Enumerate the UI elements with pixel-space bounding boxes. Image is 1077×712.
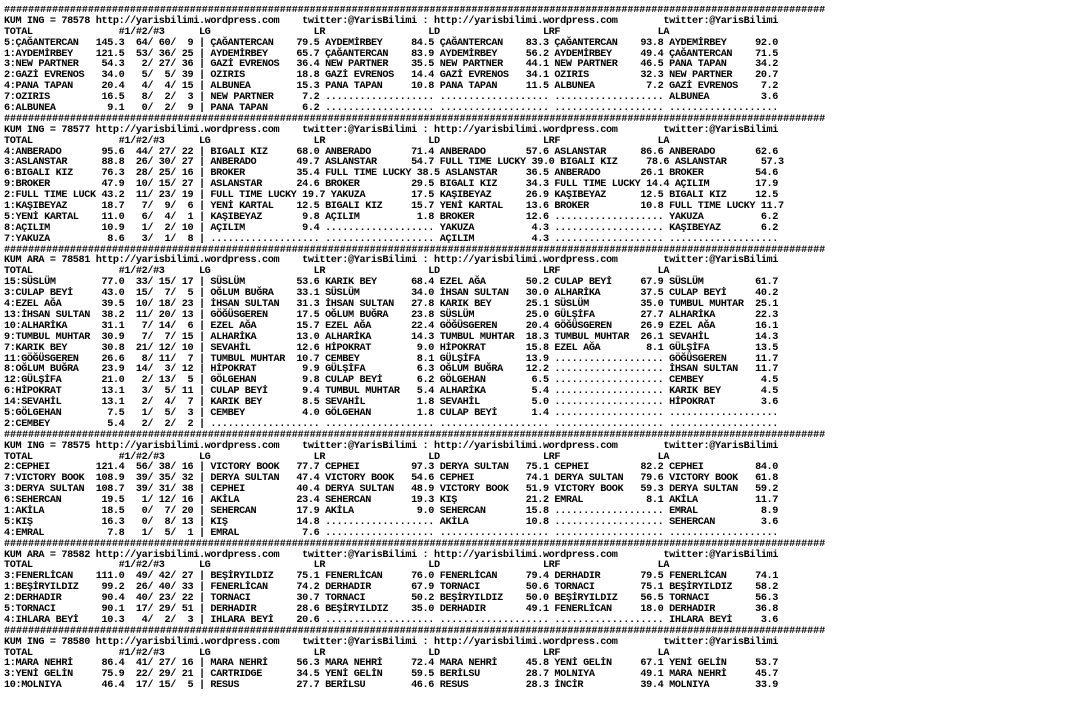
text-line: 7:KARIK BEY 30.8 21/ 12/ 10 | SEVAHİL 12.6 HİPOKRAT 9.0 HİPOKRAT 15.8 EZEL AĞA 8.1 GÜLŞİFA 13.5	[4, 342, 779, 354]
text-line: 10:ALHARİKA 31.1 7/ 14/ 6 | EZEL AĞA 15.7 EZEL AĞA 22.4 GÖĞÜSGEREN 20.4 GÖĞÜSGEREN 26.9 EZEL AĞA 16.1	[4, 320, 779, 332]
text-line: 1:MARA NEHRİ 86.4 41/ 27/ 16 | MARA NEHRİ 56.3 MARA NEHRİ 72.4 MARA NEHRİ 45.8 YENİ GELİN 67.1 YENİ GELİN 53.7	[4, 658, 779, 670]
text-line: 14:SEVAHİL 13.1 2/ 4/ 7 | KARIK BEY 8.5 SEVAHİL 1.8 SEVAHİL 5.0 ................... HİPOKRAT 3.6	[4, 397, 779, 409]
text-line: TOTAL #1/#2/#3 LG LR LD LRF LA	[4, 26, 670, 38]
text-line: TOTAL #1/#2/#3 LG LR LD LRF LA	[4, 135, 670, 147]
text-line: 6:SEHERCAN 19.5 1/ 12/ 16 | AKİLA 23.4 SEHERCAN 19.3 KIŞ 21.2 EMRAL 8.1 AKİLA 11.7	[4, 495, 779, 507]
text-line: KUM ING = 78578 http://yarisbilimi.wordpress.com twitter:@YarisBilimi : http://yarisbilimi.wordpress.com twitter:@YarisBilimi	[4, 15, 779, 27]
text-line: 3:YENİ GELİN 75.9 22/ 29/ 21 | CARTRIDGE 34.5 YENİ GELİN 59.5 BERİLSU 28.7 MOLNIYA 49.1 MARA NEHRİ 45.7	[4, 669, 779, 681]
text-line: 8:OĞLUM BUĞRA 23.9 14/ 3/ 12 | HİPOKRAT 9.9 GÜLŞİFA 6.3 OĞLUM BUĞRA 12.2 ................... İHSAN SULTAN 11.7	[4, 364, 779, 376]
text-line: 1:AYDEMİRBEY 121.5 53/ 36/ 25 | AYDEMİRBEY 65.7 ÇAĞANTERCAN 83.9 AYDEMİRBEY 56.2 AYDEMİRBEY 49.4 ÇAĞANTERCAN 71.5	[4, 48, 779, 60]
text-line: 3:NEW PARTNER 54.3 2/ 27/ 36 | GAZİ EVRENOS 36.4 NEW PARTNER 35.5 NEW PARTNER 44.1 NEW PARTNER 46.5 PANA TAPAN 34.2	[4, 59, 779, 71]
text-line: TOTAL #1/#2/#3 LG LR LD LRF LA	[4, 560, 670, 572]
text-line: 8:AÇILIM 10.9 1/ 2/ 10 | AÇILIM 9.4 ................... YAKUZA 4.3 ................... KAŞIBEYAZ 6.2	[4, 222, 779, 234]
text-line: 3:FENERLİCAN 111.0 49/ 42/ 27 | BEŞİRYILDIZ 75.1 FENERLİCAN 76.0 FENERLİCAN 79.4 DERHADIR 79.5 FENERLİCAN 74.1	[4, 571, 779, 583]
text-line: 4:IHLARA BEYİ 10.3 4/ 2/ 3 | IHLARA BEYİ 20.6 ................... ................... ................... IHLARA BEYİ 3.6	[4, 614, 779, 626]
text-line: 3:CULAP BEYİ 43.0 15/ 7/ 5 | OĞLUM BUĞRA 33.1 SÜSLÜM 34.0 İHSAN SULTAN 30.0 ALHARİKA 37.5 CULAP BEYİ 40.2	[4, 288, 779, 300]
text-line: TOTAL #1/#2/#3 LG LR LD LRF LA	[4, 266, 670, 278]
separator-line: #########################################################################################################################################	[4, 6, 826, 16]
text-line: 2:FULL TIME LUCK 43.2 11/ 23/ 19 | FULL TIME LUCKY 19.7 YAKUZA 17.5 KAŞIBEYAZ 26.9 KAŞIBEYAZ 12.5 BIGALI KIZ 12.5	[4, 190, 779, 202]
text-line: 5:KIŞ 16.3 0/ 8/ 13 | KIŞ 14.8 ................... AKİLA 10.8 ................... SEHERCAN 3.6	[4, 516, 779, 528]
text-line: TOTAL #1/#2/#3 LG LR LD LRF LA	[4, 647, 670, 659]
separator-line: #########################################################################################################################################	[4, 429, 826, 441]
text-line: KUM ING = 78580 http://yarisbilimi.wordpress.com twitter:@YarisBilimi : http://yarisbilimi.wordpress.com twitter:@YarisBilimi	[4, 636, 779, 648]
text-line: 15:SÜSLÜM 77.0 33/ 15/ 17 | SÜSLÜM 53.6 KARIK BEY 68.4 EZEL AĞA 50.2 CULAP BEYİ 67.9 SÜSLÜM 61.7	[4, 277, 779, 289]
text-line: 4:PANA TAPAN 20.4 4/ 4/ 15 | ALBUNEA 15.3 PANA TAPAN 10.8 PANA TAPAN 11.5 ALBUNEA 7.2 GAZİ EVRENOS 7.2	[4, 81, 779, 93]
text-line: KUM ARA = 78582 http://yarisbilimi.wordpress.com twitter:@YarisBilimi : http://yarisbilimi.wordpress.com twitter:@YarisBilimi	[4, 549, 779, 561]
text-line: 9:BROKER 47.9 10/ 15/ 27 | ASLANSTAR 24.6 BROKER 29.5 BIGALI KIZ 34.3 FULL TIME LUCKY 14.4 AÇILIM 17.9	[4, 179, 779, 191]
text-line: 4:EZEL AĞA 39.5 10/ 18/ 23 | İHSAN SULTAN 31.3 İHSAN SULTAN 27.8 KARIK BEY 25.1 SÜSLÜM 35.0 TUMBUL MUHTAR 25.1	[4, 299, 779, 311]
text-line: 3:DERYA SULTAN 108.7 39/ 31/ 38 | CEPHEI 40.4 DERYA SULTAN 48.9 VICTORY BOOK 51.9 VICTORY BOOK 59.3 DERYA SULTAN 59.2	[4, 484, 779, 496]
text-line: KUM ARA = 78581 http://yarisbilimi.wordpress.com twitter:@YarisBilimi : http://yarisbilimi.wordpress.com twitter:@YarisBilimi	[4, 255, 779, 267]
text-line: 10:MOLNIYA 46.4 17/ 15/ 5 | RESUS 27.7 BERİLSU 46.6 RESUS 28.3 İNCİR 39.4 MOLNIYA 33.9	[4, 680, 779, 692]
text-line: 5:TORNACI 90.1 17/ 29/ 51 | DERHADIR 28.6 BEŞİRYILDIZ 35.0 DERHADIR 49.1 FENERLİCAN 18.0 DERHADIR 36.8	[4, 603, 779, 615]
text-line: 9:TUMBUL MUHTAR 30.9 7/ 7/ 15 | ALHARİKA 13.0 ALHARİKA 14.3 TUMBUL MUHTAR 18.3 TUMBUL MUHTAR 26.1 SEVAHİL 14.3	[4, 331, 779, 343]
text-line: 7:VICTORY BOOK 108.9 39/ 35/ 32 | DERYA SULTAN 47.4 VICTORY BOOK 54.6 CEPHEI 74.1 DERYA SULTAN 79.6 VICTORY BOOK 61.8	[4, 473, 779, 485]
text-line: KUM ING = 78575 http://yarisbilimi.wordpress.com twitter:@YarisBilimi : http://yarisbilimi.wordpress.com twitter:@YarisBilimi	[4, 440, 779, 452]
separator-line: #########################################################################################################################################	[4, 113, 826, 125]
text-line: 5:GÖLGEHAN 7.5 1/ 5/ 3 | CEMBEY 4.0 GÖLGEHAN 1.8 CULAP BEYİ 1.4 ................... ...................	[4, 407, 779, 419]
text-line: 4:EMRAL 7.8 1/ 5/ 1 | EMRAL 7.6 ................... ................... ................... ...................	[4, 527, 779, 539]
text-line: 1:AKİLA 18.5 0/ 7/ 20 | SEHERCAN 17.9 AKİLA 9.0 SEHERCAN 15.8 ................... EMRAL 8.9	[4, 505, 779, 517]
text-line: 6:ALBUNEA 9.1 0/ 2/ 9 | PANA TAPAN 6.2 ................... ................... ................... ...................	[4, 103, 779, 115]
text-line: 2:GAZİ EVRENOS 34.0 5/ 5/ 39 | OZIRIS 18.8 GAZİ EVRENOS 14.4 GAZİ EVRENOS 34.1 OZIRIS 32.3 NEW PARTNER 20.7	[4, 70, 779, 82]
text-line: 4:ANBERADO 95.6 44/ 27/ 22 | BIGALI KIZ 68.0 ANBERADO 71.4 ANBERADO 57.6 ASLANSTAR 86.6 ANBERADO 62.6	[4, 146, 779, 158]
text-line: 6:BIGALI KIZ 76.3 28/ 25/ 16 | BROKER 35.4 FULL TIME LUCKY 38.5 ASLANSTAR 36.5 ANBERADO 26.1 BROKER 54.6	[4, 168, 779, 180]
text-line: KUM ING = 78577 http://yarisbilimi.wordpress.com twitter:@YarisBilimi : http://yarisbilimi.wordpress.com twitter:@YarisBilimi	[4, 124, 779, 136]
text-line: 3:ASLANSTAR 88.8 26/ 30/ 27 | ANBERADO 49.7 ASLANSTAR 54.7 FULL TIME LUCKY 39.0 BIGALI KIZ 78.6 ASLANSTAR 57.3	[4, 157, 784, 169]
text-line: 2:CEMBEY 5.4 2/ 2/ 2 | ................... ................... ................... ................... ...................	[4, 418, 779, 430]
text-line: 2:CEPHEI 121.4 56/ 38/ 16 | VICTORY BOOK 77.7 CEPHEI 97.3 DERYA SULTAN 75.1 CEPHEI 82.2 CEPHEI 84.0	[4, 462, 779, 474]
text-line: 5:ÇAĞANTERCAN 145.3 64/ 60/ 9 | ÇAĞANTERCAN 79.5 AYDEMİRBEY 84.5 ÇAĞANTERCAN 83.3 ÇAĞANTERCAN 93.8 AYDEMİRBEY 92.0	[4, 37, 779, 49]
text-line: 1:BEŞİRYILDIZ 99.2 26/ 40/ 33 | FENERLİCAN 74.2 DERHADIR 67.9 TORNACI 50.6 TORNACI 75.1 BEŞİRYILDIZ 58.2	[4, 582, 779, 594]
text-line: 11:GÖĞÜSGEREN 26.6 8/ 11/ 7 | TUMBUL MUHTAR 10.7 CEMBEY 8.1 GÜLŞİFA 13.9 ................... GÖĞÜSGEREN 11.7	[4, 353, 779, 365]
race-statistics-document	[4, 6, 1073, 708]
text-line: 6:HİPOKRAT 13.1 3/ 5/ 11 | CULAP BEYİ 9.4 TUMBUL MUHTAR 5.4 ALHARİKA 5.4 ................... KARIK BEY 4.5	[4, 386, 779, 398]
text-line: 12:GÜLŞİFA 21.0 2/ 13/ 5 | GÖLGEHAN 9.8 CULAP BEYİ 6.2 GÖLGEHAN 6.5 ................... CEMBEY 4.5	[4, 375, 779, 387]
text-line: 7:OZIRIS 16.5 8/ 2/ 3 | NEW PARTNER 7.2 ................... ................... ................... ALBUNEA 3.6	[4, 92, 779, 104]
text-line: 2:DERHADIR 90.4 40/ 23/ 22 | TORNACI 30.7 TORNACI 50.2 BEŞİRYILDIZ 50.0 BEŞİRYILDIZ 56.5 TORNACI 56.3	[4, 593, 779, 605]
text-line: 1:KAŞIBEYAZ 18.7 7/ 9/ 6 | YENİ KARTAL 12.5 BIGALI KIZ 15.7 YENİ KARTAL 13.6 BROKER 10.8 FULL TIME LUCKY 11.7	[4, 201, 784, 213]
separator-line: #########################################################################################################################################	[4, 538, 826, 550]
separator-line: #########################################################################################################################################	[4, 625, 826, 637]
text-line: 5:YENİ KARTAL 11.0 6/ 4/ 1 | KAŞIBEYAZ 9.8 AÇILIM 1.8 BROKER 12.6 ................... YAKUZA 6.2	[4, 211, 779, 223]
text-line: 13:İHSAN SULTAN 38.2 11/ 20/ 13 | GÖĞÜSGEREN 17.5 OĞLUM BUĞRA 23.8 SÜSLÜM 25.0 GÜLŞİFA 27.7 ALHARİKA 22.3	[4, 309, 779, 321]
text-line: 7:YAKUZA 8.6 3/ 1/ 8 | ................... ................... AÇILIM 4.3 ................... ...................	[4, 233, 779, 245]
separator-line: #########################################################################################################################################	[4, 244, 826, 256]
text-line: TOTAL #1/#2/#3 LG LR LD LRF LA	[4, 451, 670, 463]
